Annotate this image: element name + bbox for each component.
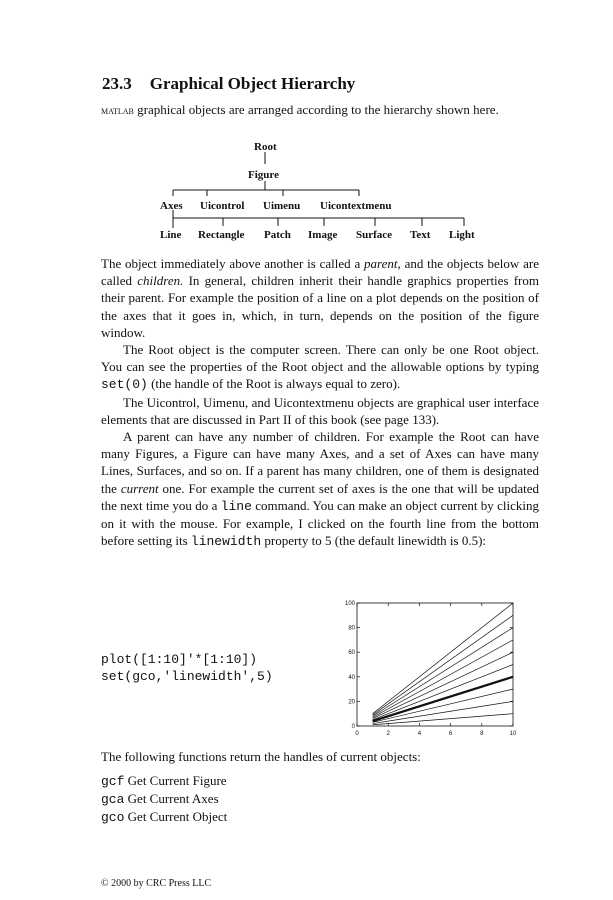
list-item (101, 790, 227, 808)
node-uicontrol: Uicontrol (200, 200, 245, 212)
x-tick-label: 2 (386, 731, 390, 737)
node-rectangle: Rectangle (198, 229, 245, 241)
y-tick-label: 40 (348, 674, 355, 681)
series-line-8 (373, 628, 513, 717)
list-item (101, 808, 227, 826)
following-text: The following functions return the handles of current objects: (101, 749, 421, 764)
matlab-word: matlab (101, 103, 134, 117)
code-linewidth: linewidth (190, 534, 262, 550)
term-children: children. (137, 273, 184, 289)
x-tick-label: 0 (355, 731, 359, 737)
term-parent: parent (364, 256, 398, 271)
y-tick-label: 60 (348, 650, 355, 657)
node-root: Root (254, 141, 277, 153)
p4-text-a: A parent can have any number of children. For example the Root can have many Figures, a Figure can have many Axes, and a set of Axes can have many Lines, Surfaces, and so on. If a parent has many children, one of them is designated the (101, 429, 539, 496)
section-title: Graphical Object Hierarchy (149, 74, 356, 93)
node-text: Text (410, 229, 431, 241)
line-plot (335, 597, 525, 739)
series-line-10 (373, 603, 513, 714)
paragraph-current-object (101, 428, 539, 550)
func-code: gcf (101, 774, 125, 789)
hierarchy-connectors (150, 138, 490, 242)
func-code: gca (101, 792, 125, 807)
node-surface: Surface (356, 229, 393, 241)
node-uimenu: Uimenu (263, 200, 301, 212)
y-tick-label: 100 (344, 601, 355, 607)
x-tick-label: 4 (417, 731, 422, 737)
func-code: gco (101, 810, 125, 825)
series-line-4 (373, 677, 513, 721)
copyright-text: 2000 by CRC Press LLC (111, 878, 212, 889)
copyright-footer (101, 878, 211, 889)
functions-list (101, 772, 227, 826)
p2-text-b: (the handle of the Root is always equal to zero). (147, 376, 401, 392)
node-patch: Patch (264, 229, 291, 241)
node-line: Line (160, 229, 182, 241)
intro-paragraph (101, 101, 539, 119)
y-tick-label: 20 (348, 699, 355, 706)
node-figure: Figure (248, 169, 279, 181)
code-line: line (220, 498, 252, 514)
paragraph-parent-children (101, 255, 539, 341)
p1-text-b: , and the objects below are called (101, 256, 539, 289)
p4-text-c: command. You can make an object current by clicking on it with the mouse. For example, I clicked on the fourth line from the bottom before setting its (101, 497, 540, 549)
y-tick-label: 80 (348, 625, 355, 632)
func-desc: Get Current Axes (127, 791, 219, 806)
section-heading (102, 74, 355, 94)
p3-text: The Uicontrol, Uimenu, and Uicontextmenu objects are graphical user interface elements that are discussed in Part II of this book (see page 133). (101, 394, 539, 427)
p2-text-a: The Root object is the computer screen. There can only be one Root object. You can see the properties of the Root object and the allowable options by typing (101, 342, 539, 375)
code-set0: set(0) (101, 377, 148, 393)
copyright-symbol: © (101, 878, 109, 889)
intro-text: graphical objects are arranged according to the hierarchy shown here. (137, 102, 499, 117)
paragraph-root-object (101, 341, 539, 394)
paragraph-ui-objects (101, 394, 539, 428)
x-tick-label: 6 (448, 731, 453, 737)
func-desc: Get Current Figure (127, 773, 227, 788)
series-line-5 (373, 665, 513, 720)
func-desc: Get Current Object (127, 809, 228, 824)
x-tick-label: 10 (509, 731, 517, 737)
node-image: Image (308, 229, 338, 241)
hierarchy-diagram (150, 138, 490, 242)
body-paragraphs (101, 255, 539, 550)
series-line-2 (373, 701, 513, 723)
section-number: 23.3 (102, 74, 132, 93)
x-tick-label: 8 (480, 731, 484, 737)
y-tick-label: 0 (351, 724, 355, 730)
p1-text-c: In general, children inherit their handle graphics properties from their parent. For example the position of a line on a plot depends on the position of the axes that it goes in, which, in turn, depends on the position of the figure window. (101, 273, 539, 340)
term-current: current (120, 480, 159, 496)
node-light: Light (449, 229, 475, 241)
p4-text-b: one. For example the current set of axes is the one that will be updated the next time you do a (101, 480, 539, 513)
p4-text-d: property to 5 (the default linewidth is 0.5): (261, 533, 487, 549)
code-plot: plot([1:10]'*[1:10]) (101, 652, 258, 667)
series-line-6 (373, 652, 513, 718)
node-uicontextmenu: Uicontextmenu (320, 200, 392, 212)
p1-text-a: The object immediately above another is called a (101, 256, 365, 271)
code-set-gco: set(gco,'linewidth',5) (101, 669, 273, 684)
list-item (101, 772, 227, 790)
node-axes: Axes (160, 200, 183, 212)
